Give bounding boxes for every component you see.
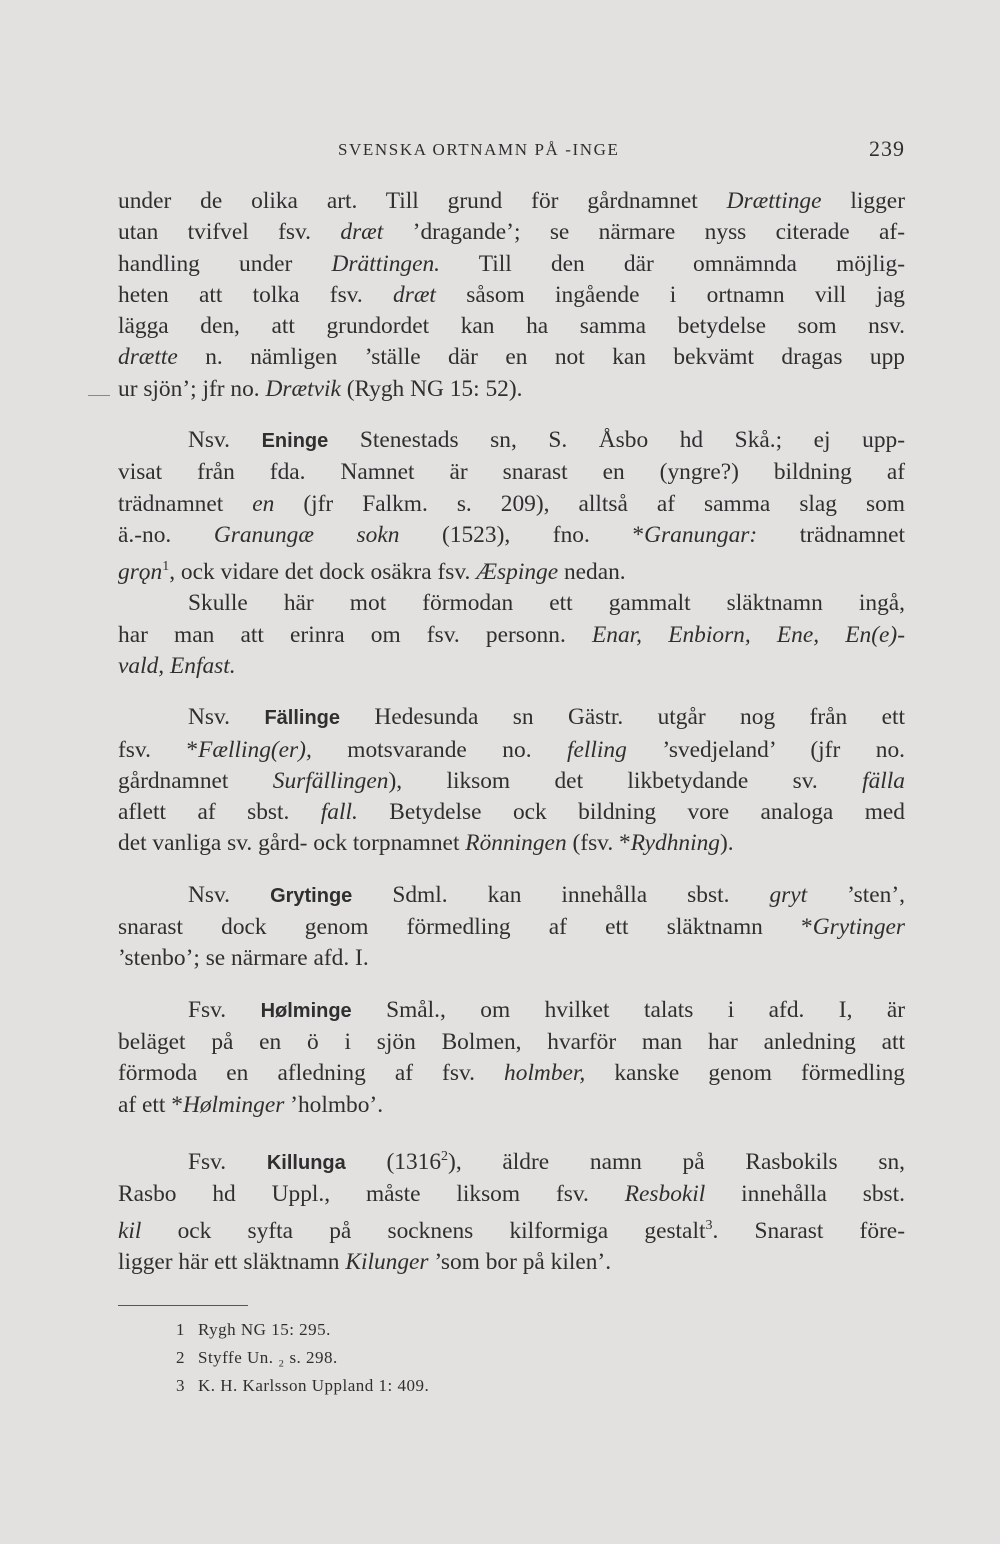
italic-term: fälla — [862, 767, 905, 794]
footnote-ref: 1 — [162, 559, 170, 575]
text-line — [118, 1090, 905, 1121]
text-run: Nsv. — [188, 427, 262, 454]
footnote-mark: 1 — [176, 1320, 185, 1339]
text-line — [118, 620, 905, 651]
headword: Eninge — [261, 430, 329, 453]
text-run: (Rygh NG 15: 52). — [340, 375, 523, 402]
text-line — [118, 1247, 905, 1278]
text-run: kanske genom förmedling — [585, 1060, 905, 1087]
italic-term: Rydhning — [630, 830, 720, 857]
headword: Grytinge — [270, 884, 353, 907]
italic-term: Granungæ sokn — [213, 521, 400, 548]
italic-term: Granungar: — [644, 521, 758, 548]
paragraph — [118, 186, 905, 405]
text-line — [118, 425, 905, 457]
italic-term: en — [252, 490, 275, 517]
text-run: Sdml. kan innehålla sbst. — [352, 881, 770, 908]
text-line — [118, 551, 905, 588]
text-run: (fsv. * — [566, 830, 631, 857]
italic-term: Resbokil — [624, 1180, 706, 1207]
text-run: Fsv. — [188, 1148, 267, 1175]
italic-term: grǫn — [118, 559, 163, 586]
footnote-list — [118, 1316, 718, 1400]
footnote-text: K. H. Karlsson Uppland 1: 409. — [198, 1376, 430, 1395]
footnote-ref: 3 — [705, 1218, 713, 1234]
text-line — [118, 520, 905, 551]
text-run: heten att tolka fsv. — [118, 281, 394, 308]
body-text — [118, 186, 905, 1279]
text-run: ock syfta på socknens kilformiga gestalt — [141, 1218, 706, 1244]
page-number: 239 — [869, 136, 905, 161]
italic-term: vald, Enfast. — [118, 652, 236, 679]
text-run: motsvarande no. — [311, 736, 568, 763]
text-run: Betydelse ock bildning vore analoga med — [357, 799, 905, 826]
text-run: ’holmbo’. — [284, 1091, 384, 1118]
italic-term: Drättingen. — [331, 250, 441, 277]
text-run: . Snarast före- — [712, 1218, 905, 1244]
text-run: af ett * — [118, 1091, 183, 1118]
text-line — [118, 249, 905, 280]
italic-term: drætte — [118, 344, 178, 371]
italic-term: Æspinge — [476, 559, 559, 586]
text-run: snarast dock genom förmedling af ett släktnamn * — [118, 914, 813, 941]
text-run: (1316 — [345, 1148, 442, 1175]
paragraph — [118, 995, 905, 1121]
text-line — [118, 311, 905, 342]
text-run: under de olika art. Till grund för gårdnamnet — [118, 188, 727, 214]
text-run: Hedesunda sn Gästr. utgår nog från ett — [340, 704, 905, 731]
text-line — [118, 217, 905, 248]
italic-term: Kilunger — [345, 1249, 429, 1276]
text-run: Till den där omnämnda möjlig- — [440, 250, 906, 277]
text-run: ä.-no. — [118, 521, 214, 548]
italic-term: kil — [118, 1218, 142, 1244]
text-line — [118, 342, 905, 373]
headword: Killunga — [266, 1151, 346, 1174]
text-run: det vanliga sv. gård- ock torpnamnet — [118, 830, 466, 857]
text-run: utan tvifvel fsv. — [118, 219, 341, 246]
footnote-ref: 2 — [441, 1148, 449, 1164]
footnotes — [118, 1305, 718, 1400]
text-line — [118, 912, 905, 943]
italic-term: dræt — [340, 219, 384, 246]
footnote-rule — [118, 1305, 248, 1306]
text-run: ’sten’, — [807, 881, 906, 908]
text-run: ’stenbo’; se närmare afd. I. — [118, 945, 369, 972]
text-run: nedan. — [558, 559, 626, 586]
text-run: ). — [719, 830, 734, 857]
text-line — [118, 374, 905, 405]
text-line — [118, 766, 905, 797]
footnote — [118, 1372, 718, 1400]
footnote-text: Rygh NG 15: 295. — [198, 1320, 331, 1339]
italic-term: fall. — [320, 799, 358, 826]
text-run: ’som bor på kilen’. — [428, 1249, 612, 1276]
text-run: handling under — [118, 250, 332, 277]
text-run: innehålla sbst. — [705, 1180, 905, 1207]
headword: Hølminge — [260, 999, 352, 1022]
running-head-title: SVENSKA ORTNAMN PÅ -INGE — [338, 140, 620, 159]
text-run: n. nämligen ’ställe där en not kan bekvämt dragas upp — [177, 344, 905, 371]
text-line — [118, 1210, 905, 1247]
text-run: (jfr Falkm. s. 209), alltså af samma slag som — [274, 490, 906, 517]
text-line — [118, 588, 905, 619]
text-run: Nsv. — [188, 881, 271, 908]
text-run: Stenestads sn, S. Åsbo hd Skå.; ej upp- — [328, 427, 905, 454]
text-run: trädnamnet — [118, 490, 253, 517]
text-run: ’dragande’; se närmare nyss citerade af- — [383, 219, 905, 246]
text-run: ligger här ett släktnamn — [118, 1249, 346, 1276]
text-line — [118, 880, 905, 912]
italic-term: dræt — [393, 281, 436, 308]
text-line — [118, 828, 905, 859]
text-run: visat från fda. Namnet är snarast en (yngre?) bildning af — [118, 459, 905, 486]
italic-term: holmber, — [504, 1060, 586, 1087]
paragraph — [118, 1141, 905, 1279]
text-run: Skulle här mot förmodan ett gammalt släktnamn ingå, — [188, 590, 905, 617]
text-line — [118, 280, 905, 311]
text-line — [118, 735, 905, 766]
text-line — [118, 797, 905, 828]
text-line — [118, 186, 905, 217]
text-run: fsv. * — [118, 736, 199, 763]
text-run: aflett af sbst. — [118, 799, 321, 826]
footnote-mark: 3 — [176, 1376, 185, 1395]
footnote — [118, 1344, 718, 1372]
italic-term: Surfällingen — [272, 767, 389, 794]
text-run: (1523), fno. * — [399, 521, 645, 548]
text-run: , ock vidare det dock osäkra fsv. — [169, 559, 477, 586]
text-line — [118, 1179, 905, 1210]
text-line — [118, 995, 905, 1027]
margin-mark — [88, 395, 110, 396]
text-line — [118, 1058, 905, 1089]
text-run: Nsv. — [188, 704, 265, 731]
headword: Fällinge — [264, 707, 341, 730]
italic-term: Drættinge — [726, 188, 822, 214]
text-run: ), liksom det likbetydande sv. — [388, 767, 863, 794]
running-head — [118, 136, 905, 168]
text-line — [118, 1027, 905, 1058]
italic-term: felling — [567, 736, 627, 763]
italic-term: Rönningen — [465, 830, 567, 857]
text-line — [118, 457, 905, 488]
italic-term: Grytinger — [812, 914, 905, 941]
footnote-mark: 2 — [176, 1348, 185, 1367]
footnote — [118, 1316, 718, 1344]
paragraph — [118, 880, 905, 975]
text-run: beläget på en ö i sjön Bolmen, hvarför man har anledning att — [118, 1028, 905, 1055]
text-run: såsom ingående i ortnamn vill jag — [435, 281, 905, 308]
text-run: Rasbo hd Uppl., måste liksom fsv. — [118, 1180, 625, 1207]
italic-term: Hølminger — [182, 1091, 285, 1118]
italic-term: Fælling(er), — [198, 736, 312, 763]
italic-term: Drætvik — [265, 375, 341, 402]
text-run: ’svedjeland’ (jfr no. — [626, 736, 905, 763]
text-run: trädnamnet — [757, 521, 905, 548]
text-line — [118, 489, 905, 520]
text-line — [118, 651, 905, 682]
text-line — [118, 702, 905, 734]
text-line — [118, 1141, 905, 1179]
text-run: ur sjön’; jfr no. — [118, 375, 266, 402]
paragraph — [118, 425, 905, 682]
text-run: förmoda en afledning af fsv. — [118, 1060, 505, 1087]
italic-term: gryt — [769, 881, 808, 908]
text-run: lägga den, att grundordet kan ha samma betydelse som nsv. — [118, 313, 905, 340]
italic-term: Enar, Enbiorn, Ene, En(e)- — [591, 621, 906, 648]
text-run: ), äldre namn på Rasbokils sn, — [448, 1148, 905, 1175]
footnote-text: Styffe Un. ₂ s. 298. — [198, 1348, 338, 1367]
text-line — [118, 943, 905, 974]
text-run: Fsv. — [188, 996, 261, 1023]
text-run: ligger — [821, 188, 905, 214]
text-run: Smål., om hvilket talats i afd. I, är — [351, 996, 906, 1023]
text-run: gårdnamnet — [118, 767, 273, 794]
paragraph — [118, 702, 905, 859]
text-run: har man att erinra om fsv. personn. — [118, 621, 592, 648]
